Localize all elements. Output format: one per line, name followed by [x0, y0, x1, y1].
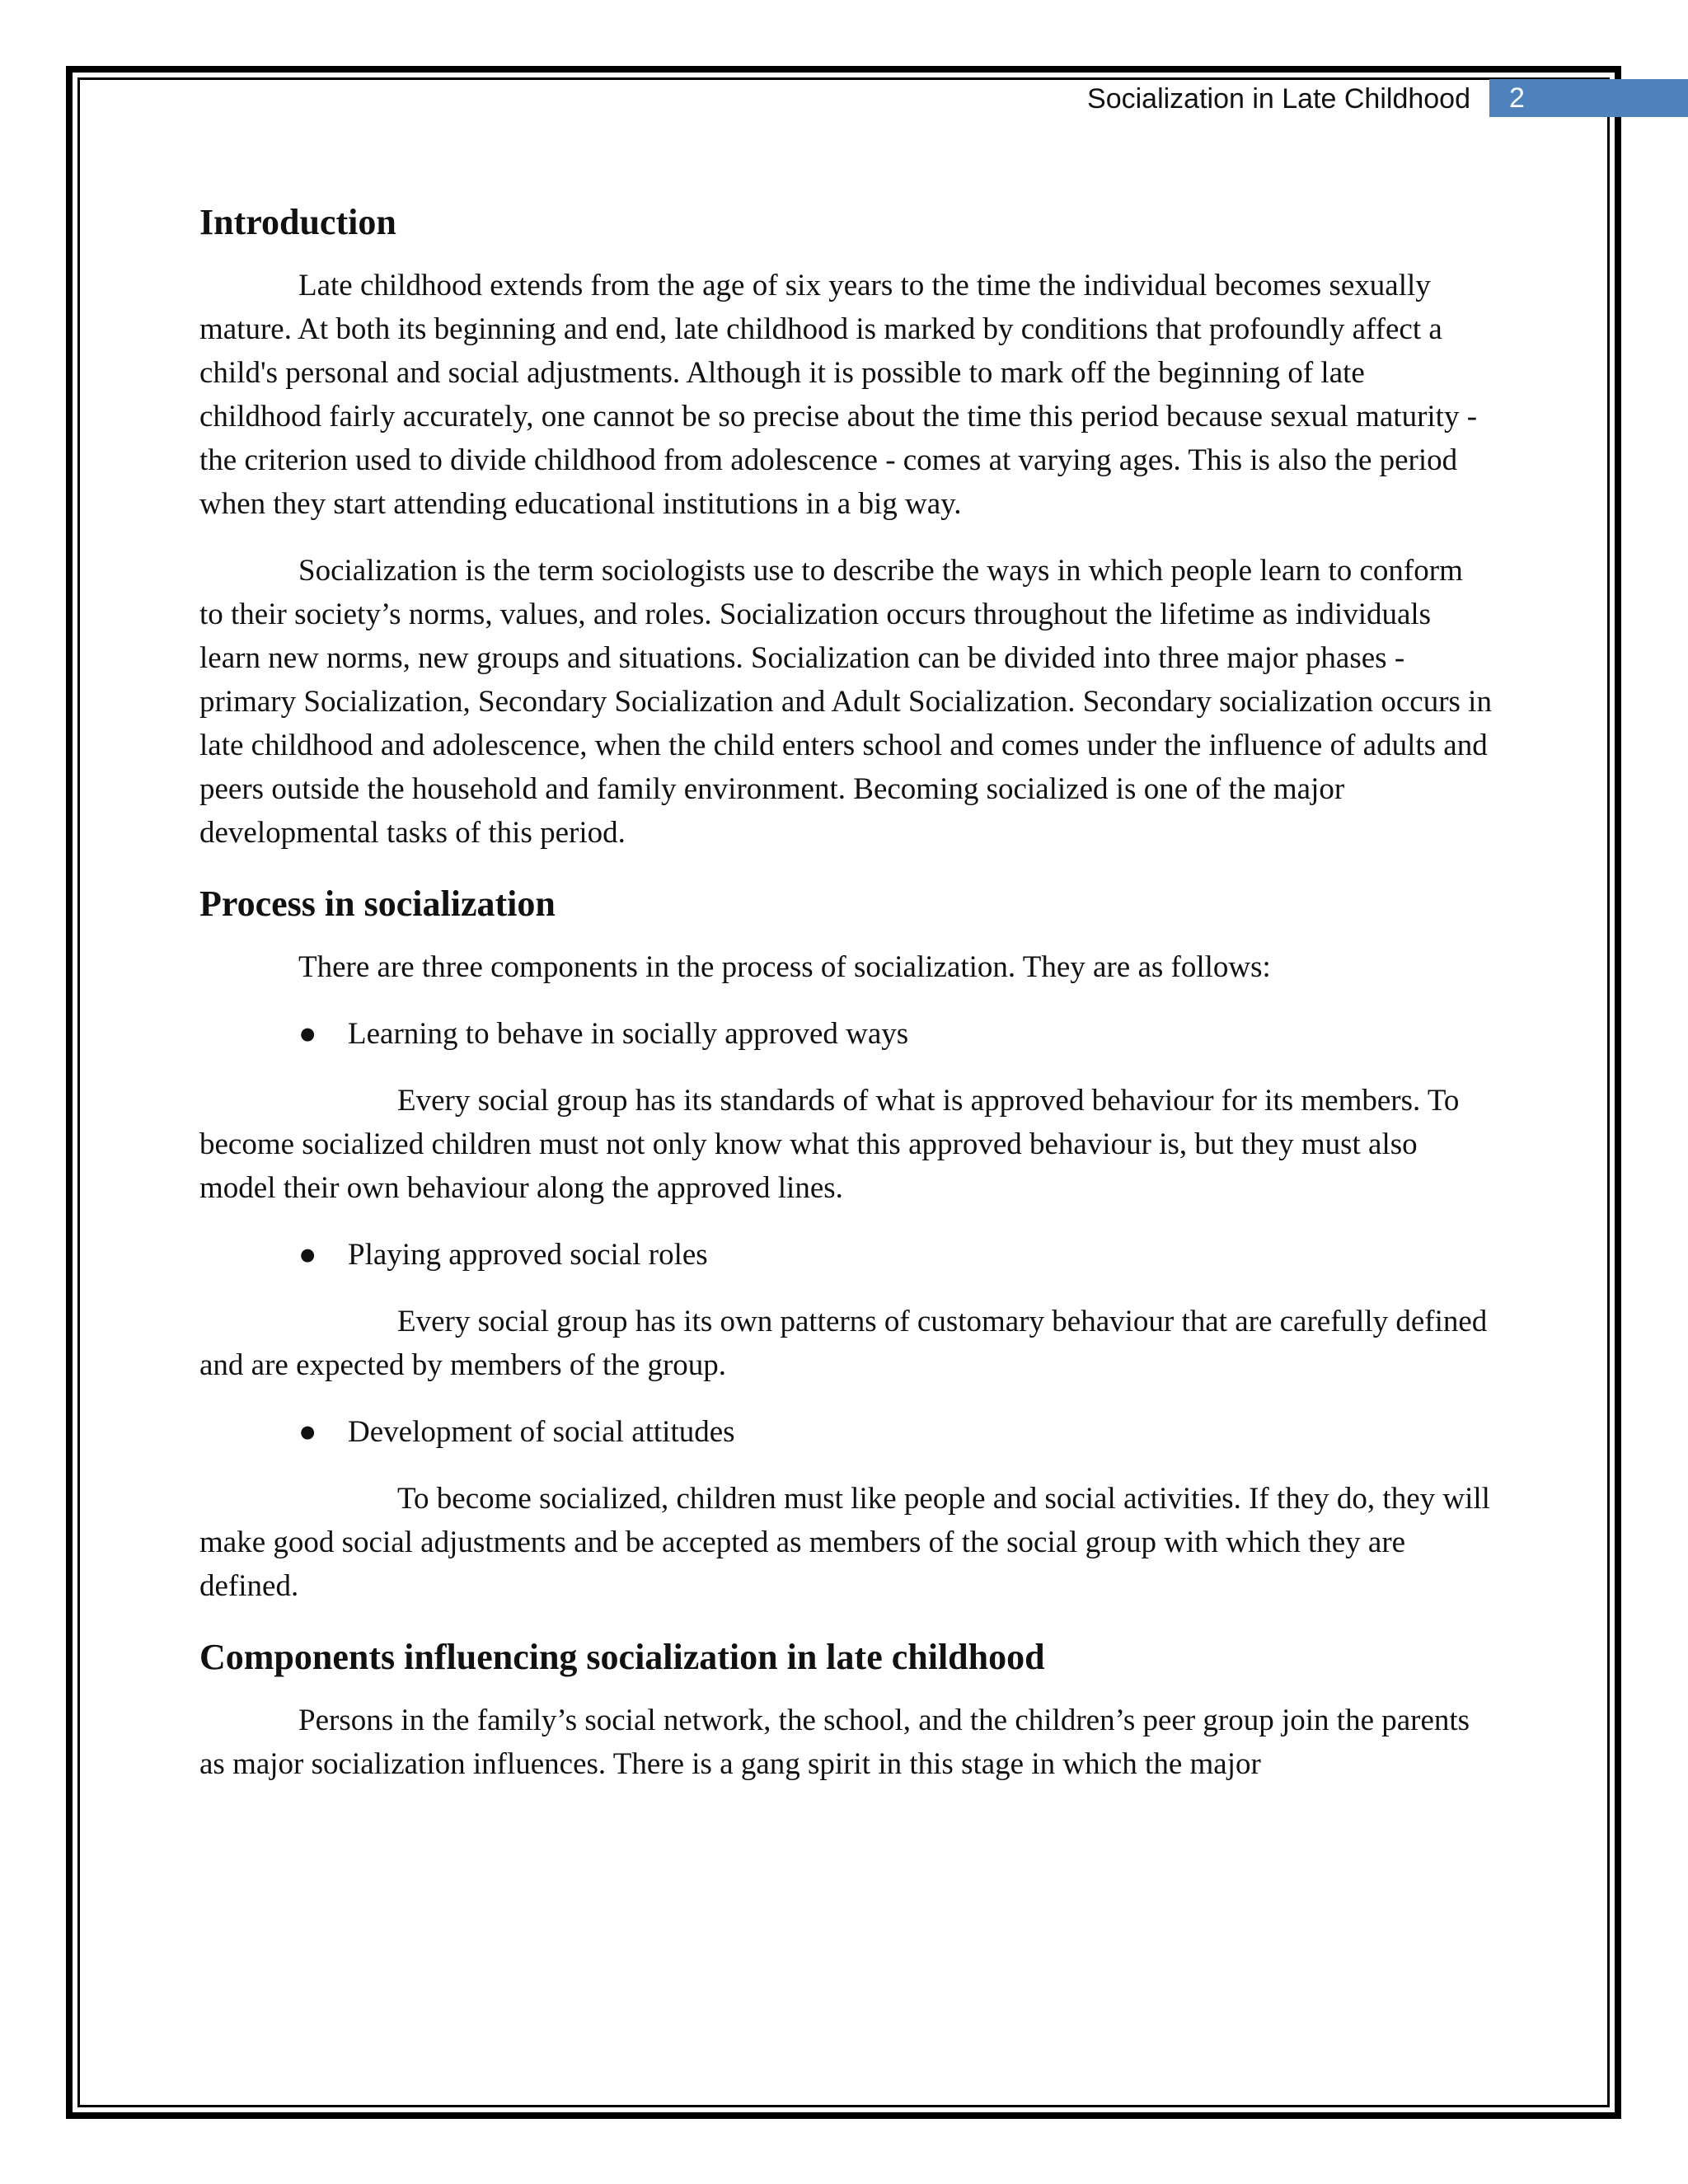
document-body: [199, 196, 1493, 1809]
bullet-label: Learning to behave in socially approved ways: [348, 1017, 909, 1051]
heading-components: Components influencing socialization in late childhood: [199, 1637, 1045, 1677]
bullet-label: Development of social attitudes: [348, 1415, 735, 1449]
heading-process: Process in socialization: [199, 883, 556, 924]
bullet-item: [199, 1233, 1493, 1277]
bullet-item: [199, 1410, 1493, 1454]
heading-introduction: Introduction: [199, 202, 396, 242]
bullet-description: To become socialized, children must like people and social activities. If they do, they will make good social adjustments and be accepted as members of the social group with which they are defined.: [199, 1482, 1490, 1603]
bullet-description: Every social group has its own patterns of customary behaviour that are carefully defined and are expected by members of the group.: [199, 1305, 1488, 1382]
bullet-item: [199, 1012, 1493, 1056]
bullet-label: Playing approved social roles: [348, 1238, 708, 1272]
components-paragraph: Persons in the family’s social network, the school, and the children’s peer group join the parents as major socialization influences. There is a gang spirit in this stage in which the major: [199, 1704, 1470, 1781]
bullet-dot-icon: ●: [298, 1017, 317, 1051]
page-number-badge: 2: [1489, 79, 1688, 117]
intro-paragraph-1: Late childhood extends from the age of six years to the time the individual becomes sexually mature. At both its beginning and end, late childhood is marked by conditions that profoundly affect a child's personal and social adjustments. Although it is possible to mark off the beginning of late childhood fairly accurately, one cannot be so precise about the time this period because sexual maturity - the criterion used to divide childhood from adolescence - comes at varying ages. This is also the period when they start attending educational institutions in a big way.: [199, 269, 1478, 521]
intro-paragraph-2: Socialization is the term sociologists use to describe the ways in which people learn to conform to their society’s norms, values, and roles. Socialization occurs throughout the lifetime as individuals learn new norms, new groups and situations. Socialization can be divided into three major phases - primary Socialization, Secondary Socialization and Adult Socialization. Secondary socialization occurs in late childhood and adolescence, when the child enters school and comes under the influence of adults and peers outside the household and family environment. Becoming socialized is one of the major developmental tasks of this period.: [199, 554, 1492, 850]
bullet-description: Every social group has its standards of what is approved behaviour for its members. To become socialized children must not only know what this approved behaviour is, but they must also model their own behaviour along the approved lines.: [199, 1084, 1460, 1205]
process-intro: There are three components in the process of socialization. They are as follows:: [298, 950, 1271, 984]
bullet-dot-icon: ●: [298, 1415, 317, 1449]
running-header-title: Socialization in Late Childhood: [1087, 83, 1470, 115]
bullet-dot-icon: ●: [298, 1238, 317, 1272]
